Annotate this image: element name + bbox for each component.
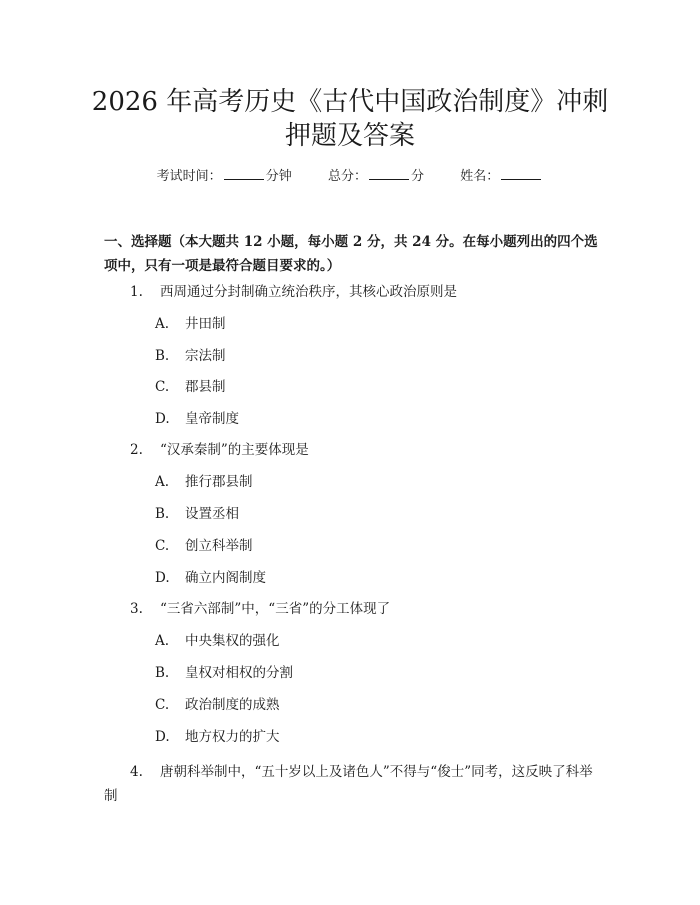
question-1	[130, 280, 457, 304]
question-number: 3.	[130, 601, 143, 617]
option-letter: D.	[155, 411, 170, 427]
question-number: 1.	[130, 284, 143, 300]
option-letter: D.	[155, 729, 170, 745]
exam-meta-line	[0, 166, 700, 187]
question-2-option-b	[155, 502, 239, 526]
option-text: 政治制度的成熟	[185, 697, 280, 713]
option-text: 推行郡县制	[185, 474, 253, 490]
option-text: 郡县制	[185, 379, 226, 395]
question-stem: “汉承秦制”的主要体现是	[160, 442, 309, 458]
question-3-option-b	[155, 661, 293, 685]
exam-title-line1: 2026 年高考历史《古代中国政治制度》冲刺	[91, 87, 609, 117]
option-text: 设置丞相	[185, 506, 239, 522]
option-letter: C.	[155, 379, 170, 395]
question-stem: 唐朝科举制中，“五十岁以上及诸色人”不得与“俊士”同考，这反映了科举制	[104, 764, 593, 804]
option-text: 确立内阁制度	[185, 570, 266, 586]
option-letter: D.	[155, 570, 170, 586]
question-4	[104, 760, 604, 808]
name-label: 姓名：	[460, 169, 500, 184]
time-unit: 分钟	[265, 169, 292, 184]
option-text: 中央集权的强化	[185, 633, 280, 649]
name-blank	[501, 166, 541, 180]
question-3-option-a	[155, 629, 280, 653]
question-1-option-a	[155, 312, 226, 336]
exam-title-line2: 押题及答案	[284, 121, 415, 151]
question-3-option-c	[155, 693, 280, 717]
question-number: 4.	[130, 764, 143, 780]
score-label: 总分：	[327, 169, 367, 184]
score-unit: 分	[411, 169, 425, 184]
option-letter: C.	[155, 538, 170, 554]
question-2	[130, 438, 309, 462]
question-1-option-b	[155, 344, 226, 368]
option-letter: C.	[155, 697, 170, 713]
question-stem: “三省六部制”中，“三省”的分工体现了	[160, 601, 391, 617]
option-text: 创立科举制	[185, 538, 253, 554]
question-1-option-d	[155, 407, 239, 431]
option-text: 皇权对相权的分割	[185, 665, 293, 681]
score-blank	[369, 166, 409, 180]
option-text: 宗法制	[185, 348, 226, 364]
section-heading: 一、选择题（本大题共 12 小题，每小题 2 分，共 24 分。在每小题列出的四个选项中，只有一项是最符合题目要求的。）	[104, 234, 598, 274]
question-1-option-c	[155, 375, 226, 399]
option-letter: A.	[155, 633, 170, 649]
question-2-option-a	[155, 470, 253, 494]
option-text: 井田制	[185, 316, 226, 332]
option-letter: A.	[155, 316, 170, 332]
option-letter: B.	[155, 506, 170, 522]
option-letter: A.	[155, 474, 170, 490]
question-stem: 西周通过分封制确立统治秩序，其核心政治原则是	[160, 284, 457, 300]
question-number: 2.	[130, 442, 143, 458]
question-2-option-d	[155, 566, 266, 590]
option-letter: B.	[155, 348, 170, 364]
option-text: 皇帝制度	[185, 411, 239, 427]
option-letter: B.	[155, 665, 170, 681]
question-2-option-c	[155, 534, 253, 558]
option-text: 地方权力的扩大	[185, 729, 280, 745]
time-label: 考试时间：	[156, 169, 222, 184]
question-3-option-d	[155, 725, 280, 749]
question-3	[130, 597, 390, 621]
time-blank	[224, 166, 264, 180]
